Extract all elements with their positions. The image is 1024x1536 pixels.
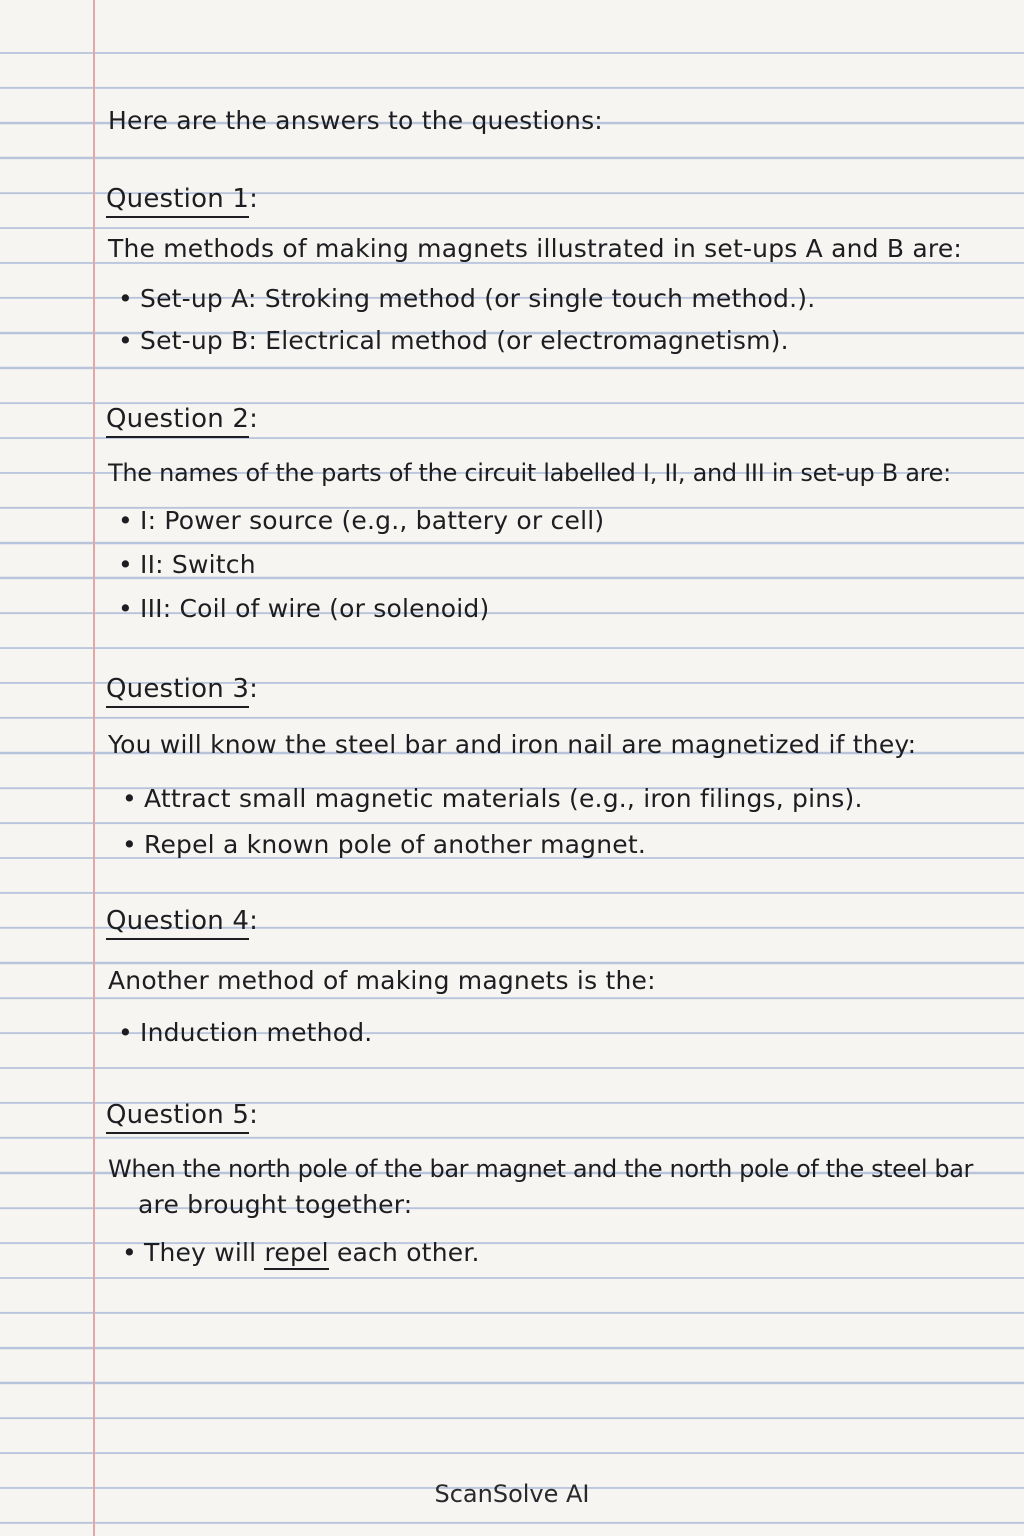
question-5-text-line-1: When the north pole of the bar magnet and the north pole of the steel bar (108, 1155, 974, 1183)
list-item: • Repel a known pole of another magnet. (122, 830, 647, 859)
underlined-keyword: repel (264, 1238, 328, 1270)
question-2-heading: Question 2: (106, 404, 258, 438)
margin-line (93, 0, 95, 1536)
list-item: • I: Power source (e.g., battery or cell) (118, 506, 605, 535)
question-2-text: The names of the parts of the circuit labelled I, II, and III in set-up B are: (108, 459, 951, 487)
question-1-heading: Question 1: (106, 184, 258, 218)
question-3-text: You will know the steel bar and iron nail are magnetized if they: (108, 730, 917, 759)
list-item: • Attract small magnetic materials (e.g., iron filings, pins). (122, 784, 863, 813)
list-item: • They will repel each other. (122, 1238, 480, 1268)
list-item: • III: Coil of wire (or solenoid) (118, 594, 490, 623)
question-4-text: Another method of making magnets is the: (108, 966, 656, 995)
list-item: • Induction method. (118, 1018, 373, 1047)
footer-watermark: ScanSolve AI (434, 1480, 590, 1508)
list-item: • Set-up A: Stroking method (or single touch method.). (118, 284, 816, 313)
list-item: • Set-up B: Electrical method (or electromagnetism). (118, 326, 789, 355)
question-1-text: The methods of making magnets illustrated in set-ups A and B are: (108, 234, 963, 263)
question-4-heading: Question 4: (106, 906, 258, 940)
list-item: • II: Switch (118, 550, 256, 579)
question-5-text-line-2: are brought together: (138, 1190, 413, 1219)
question-5-heading: Question 5: (106, 1100, 258, 1134)
intro-text: Here are the answers to the questions: (108, 106, 603, 135)
question-3-heading: Question 3: (106, 674, 258, 708)
